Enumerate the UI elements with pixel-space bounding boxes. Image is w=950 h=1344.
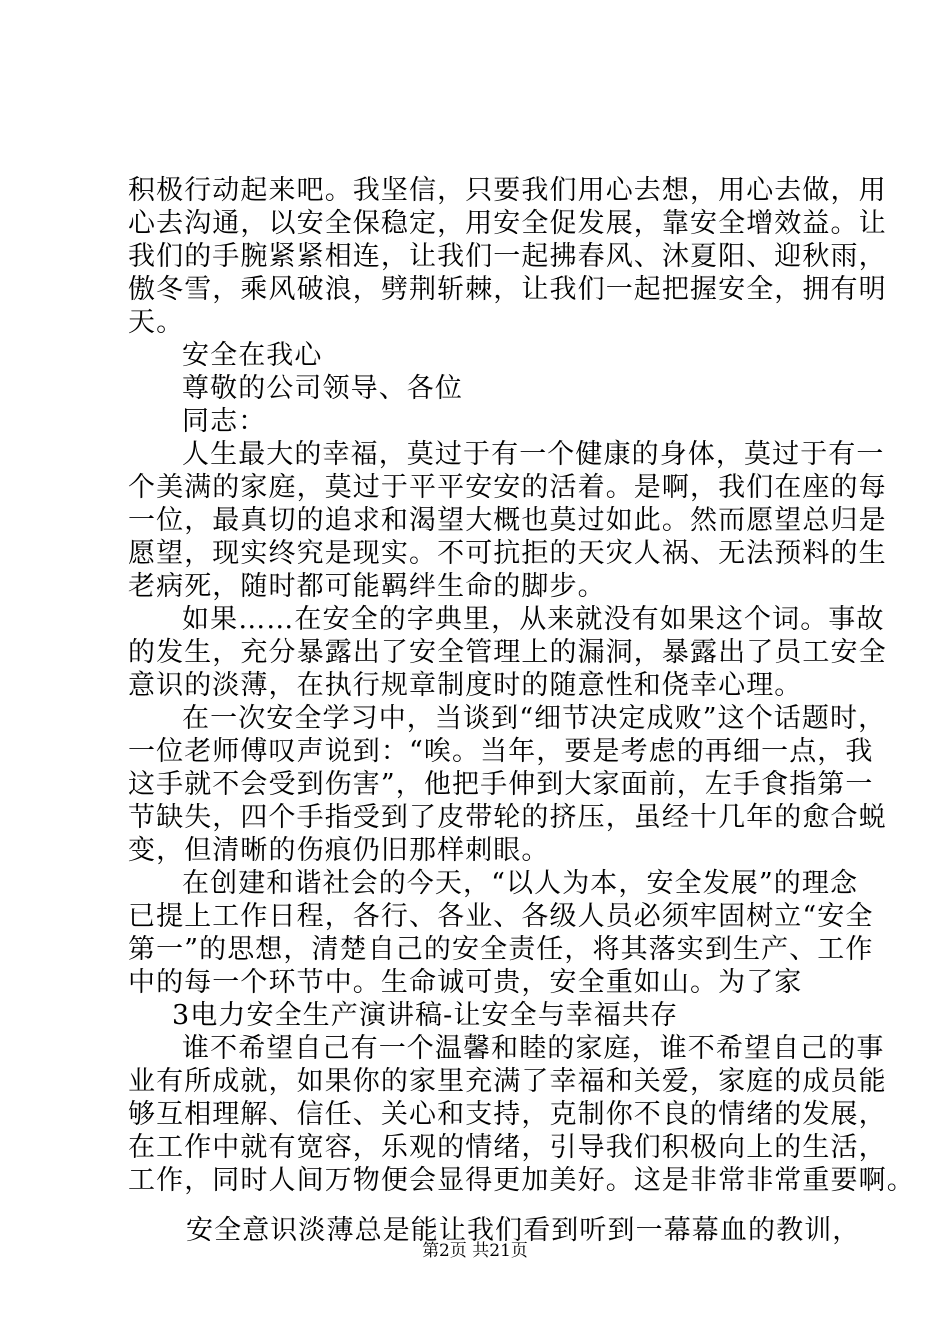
text-line: 人生最大的幸福，莫过于有一个健康的身体，莫过于有一 [182,439,885,470]
text-line: 傲冬雪，乘风破浪，劈荆斩棘，让我们一起把握安全，拥有明 [128,274,887,305]
text-line: 在工作中就有宽容，乐观的情绪，引导我们积极向上的生活， [128,1132,887,1163]
text-line: 业有所成就，如果你的家里充满了幸福和关爱，家庭的成员能 [128,1066,887,1097]
text-line: 在一次安全学习中，当谈到“细节决定成败”这个话题时， [182,703,887,734]
text-line: 这手就不会受到伤害”，他把手伸到大家面前，左手食指第一 [128,769,874,800]
text-line: 意识的淡薄，在执行规章制度时的随意性和侥幸心理。 [128,670,803,701]
text-line: 心去沟通，以安全保稳定，用安全促发展，靠安全增效益。让 [128,208,887,239]
text-line: 谁不希望自己有一个温馨和睦的家庭，谁不希望自己的事 [182,1033,885,1064]
text-line: 愿望，现实终究是现实。不可抗拒的天灾人祸、无法预料的生 [128,538,887,569]
text-line: 够互相理解、信任、关心和支持，克制你不良的情绪的发展， [128,1099,887,1130]
text-line: 我们的手腕紧紧相连，让我们一起拂春风、沐夏阳、迎秋雨， [128,241,887,272]
salutation-line: 同志： [182,406,267,437]
text-line: 一位老师傅叹声说到：“唉。当年，要是考虑的再细一点，我 [128,736,874,767]
text-line: 工作，同时人间万物便会显得更加美好。这是非常非常重要啊。 [128,1165,915,1196]
text-line: 个美满的家庭，莫过于平平安安的活着。是啊，我们在座的每 [128,472,887,503]
section-heading: 3电力安全生产演讲稿-让安全与幸福共存 [172,1000,679,1031]
salutation-line: 尊敬的公司领导、各位 [182,373,463,404]
section-heading: 安全在我心 [182,340,323,371]
text-line: 积极行动起来吧。我坚信，只要我们用心去想，用心去做，用 [128,175,887,206]
text-line: 的发生，充分暴露出了安全管理上的漏洞，暴露出了员工安全 [128,637,887,668]
page-number-footer: 第2页 共21页 [422,1241,528,1261]
text-line: 第一”的思想，清楚自己的安全责任，将其落实到生产、工作 [128,934,874,965]
text-line: 老病死，随时都可能羁绊生命的脚步。 [128,571,606,602]
text-line: 在创建和谐社会的今天，“以人为本，安全发展”的理念 [182,868,859,899]
text-line: 中的每一个环节中。生命诚可贵，安全重如山。为了家 [128,967,803,998]
text-line: 如果……在安全的字典里，从来就没有如果这个词。事故 [182,604,885,635]
text-line: 变，但清晰的伤痕仍旧那样刺眼。 [128,835,550,866]
text-line: 天。 [128,307,185,338]
text-line: 已提上工作日程，各行、各业、各级人员必须牢固树立“安全 [128,901,874,932]
text-line: 一位，最真切的追求和渴望大概也莫过如此。然而愿望总归是 [128,505,887,536]
text-line: 安全意识淡薄总是能让我们看到听到一幕幕血的教训， [186,1215,861,1246]
text-line: 节缺失，四个手指受到了皮带轮的挤压，虽经十几年的愈合蜕 [128,802,887,833]
